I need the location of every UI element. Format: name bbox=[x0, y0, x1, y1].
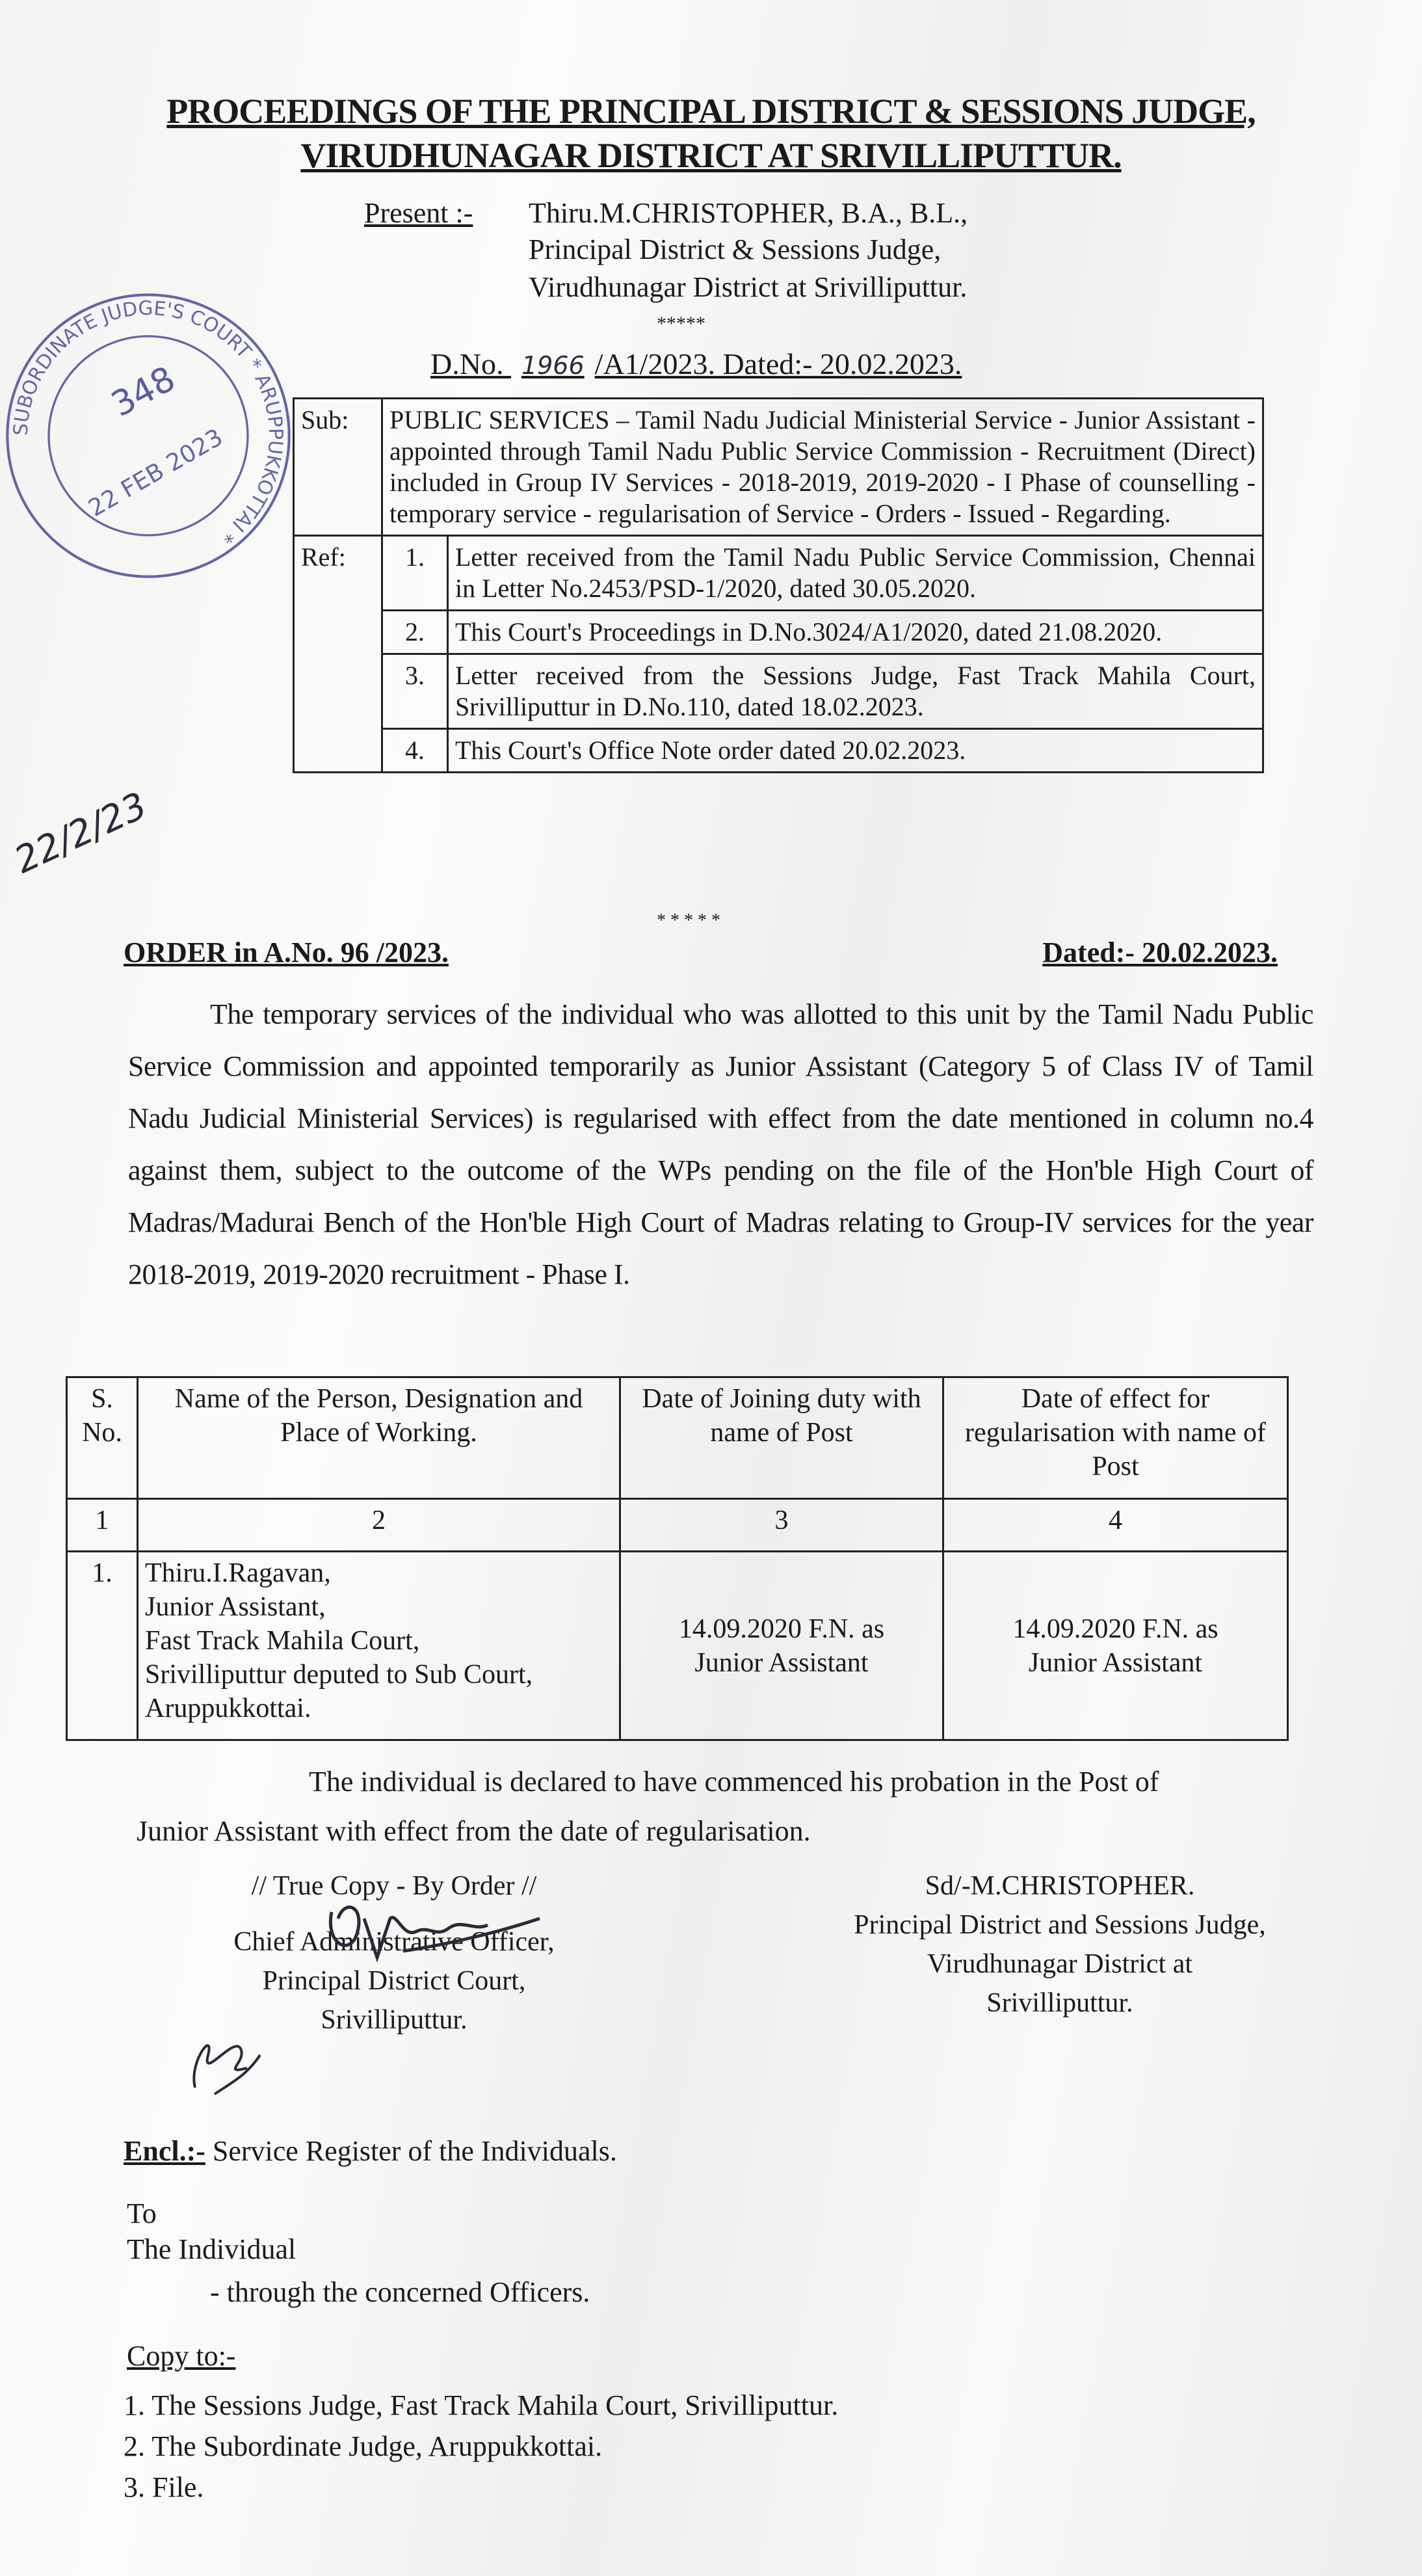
row-name-line: Srivilliputtur deputed to Sub Court, bbox=[145, 1660, 533, 1690]
reference-text: This Court's Office Note order dated 20.02.2023. bbox=[448, 729, 1263, 773]
enclosure-line bbox=[124, 2133, 617, 2170]
body-paragraph: The temporary services of the individual who was allotted to this unit by the Tamil Nadu Public Service Commission and appointed temporarily as Junior Assistant (Category 5 of Class IV of Tamil Nadu Judicial Ministerial Services) is regularised with effect from the date mentioned in column no.4 against them, subject to the outcome of the WPs pending on the file of the Hon'ble High Court of Madras/Madurai Bench of the Hon'ble High Court of Madras relating to Group-IV services for the year 2018-2019, 2019-2020 recruitment - Phase I. bbox=[128, 998, 1313, 1290]
copy-to-label: Copy to:- bbox=[127, 2340, 236, 2372]
present-line: Thiru.M.CHRISTOPHER, B.A., B.L., bbox=[529, 197, 968, 229]
regularisation-table bbox=[66, 1376, 1289, 1741]
probation-line2: Junior Assistant with effect from the date of regularisation. bbox=[137, 1815, 811, 1847]
enclosure-text: Service Register of the Individuals. bbox=[205, 2135, 617, 2167]
header-sno: S. No. bbox=[67, 1377, 138, 1499]
subject-label: Sub: bbox=[294, 399, 382, 536]
stamp-number: 348 bbox=[105, 358, 182, 425]
row-joining: Junior Assistant bbox=[694, 1647, 869, 1678]
row-regularisation: 14.09.2020 F.N. as bbox=[1012, 1613, 1218, 1644]
probation-line1: The individual is declared to have commenced his probation in the Post of bbox=[309, 1766, 1159, 1798]
row-sno: 1. bbox=[67, 1552, 138, 1740]
present-label: Present :- bbox=[364, 197, 473, 229]
document-title-line2: VIRUDHUNAGAR DISTRICT AT SRIVILLIPUTTUR. bbox=[300, 136, 1122, 175]
column-number: 1 bbox=[67, 1499, 138, 1552]
header-regularisation: Date of effect for regularisation with name of Post bbox=[943, 1377, 1288, 1499]
copy-to-item: 3. File. bbox=[124, 2471, 204, 2503]
row-name-line: Junior Assistant, bbox=[145, 1592, 326, 1622]
signature-right-line: Principal District and Sessions Judge, bbox=[854, 1910, 1266, 1940]
stars-divider: ***** bbox=[657, 313, 705, 334]
table-row bbox=[67, 1552, 1288, 1740]
dno-label: D.No. bbox=[430, 347, 504, 380]
row-joining: 14.09.2020 F.N. as bbox=[678, 1613, 885, 1644]
reference-num: 2. bbox=[382, 611, 448, 654]
stars-divider-2: * * * * * bbox=[657, 910, 720, 931]
reference-num: 1. bbox=[382, 536, 448, 611]
signature-left-line: Principal District Court, bbox=[262, 1966, 526, 1996]
signature-right bbox=[800, 1866, 1320, 2023]
stamp-text: SUBORDINATE JUDGE'S COURT * ARUPPUKKOTTAI * bbox=[9, 297, 287, 548]
reference-num: 4. bbox=[382, 729, 448, 773]
present-line: Virudhunagar District at Srivilliputtur. bbox=[529, 271, 968, 303]
column-number: 2 bbox=[138, 1499, 620, 1552]
row-name-line: Aruppukkottai. bbox=[145, 1693, 311, 1723]
subject-text: PUBLIC SERVICES – Tamil Nadu Judicial Ministerial Service - Junior Assistant - appointed through Tamil Nadu Public Service Commission - Recruitment (Direct) included in Group IV Services - 2018-2019, 2019-2020 - I Phase of counselling - temporary service - regularisation of Service - Orders - Issued - Regarding. bbox=[382, 399, 1263, 536]
dno-handwritten: 1966 bbox=[521, 351, 585, 380]
order-date: Dated:- 20.02.2023. bbox=[1042, 936, 1278, 968]
dno-line bbox=[430, 346, 962, 384]
handwritten-margin: 22/2/23 bbox=[8, 784, 153, 883]
stamp-date: 22 FEB 2023 bbox=[83, 423, 228, 522]
copy-to-item: 2. The Subordinate Judge, Aruppukkottai. bbox=[124, 2430, 603, 2462]
reference-text: Letter received from the Tamil Nadu Public Service Commission, Chennai in Letter No.2453/PSD-1/2020, dated 30.05.2020. bbox=[448, 536, 1263, 611]
row-name-line: Thiru.I.Ragavan, bbox=[145, 1558, 331, 1588]
handwritten-initials bbox=[176, 2010, 273, 2101]
signature-left-line: Srivilliputtur. bbox=[321, 2005, 467, 2035]
signature-right-line: Sd/-M.CHRISTOPHER. bbox=[925, 1871, 1195, 1901]
order-number: ORDER in A.No. 96 /2023. bbox=[124, 936, 449, 968]
row-name-line: Fast Track Mahila Court, bbox=[145, 1626, 420, 1656]
to-label: To bbox=[127, 2198, 157, 2229]
header-joining: Date of Joining duty with name of Post bbox=[620, 1377, 943, 1499]
court-stamp bbox=[5, 293, 291, 579]
copy-to-item: 1. The Sessions Judge, Fast Track Mahila Court, Srivilliputtur. bbox=[124, 2389, 839, 2421]
column-number: 3 bbox=[620, 1499, 943, 1552]
header-name: Name of the Person, Designation and Place of Working. bbox=[138, 1377, 620, 1499]
reference-text: This Court's Proceedings in D.No.3024/A1/2020, dated 21.08.2020. bbox=[448, 611, 1263, 654]
enclosure-label: Encl.:- bbox=[124, 2135, 205, 2167]
handwritten-signature bbox=[319, 1892, 553, 1964]
row-regularisation: Junior Assistant bbox=[1028, 1647, 1203, 1678]
document-title-line1: PROCEEDINGS OF THE PRINCIPAL DISTRICT & SESSIONS JUDGE, bbox=[166, 92, 1256, 131]
dno-rest: /A1/2023. Dated:- 20.02.2023. bbox=[594, 347, 962, 380]
signature-right-line: Virudhunagar District at bbox=[927, 1949, 1193, 1979]
to-line2: - through the concerned Officers. bbox=[210, 2276, 590, 2308]
reference-text: Letter received from the Sessions Judge, Fast Track Mahila Court, Srivilliputtur in D.No.110, dated 18.02.2023. bbox=[448, 654, 1263, 729]
reference-num: 3. bbox=[382, 654, 448, 729]
signature-right-line: Srivilliputtur. bbox=[986, 1988, 1133, 2018]
subject-reference-table bbox=[293, 397, 1264, 773]
signature-left-line: Chief Administrative Officer, bbox=[233, 1927, 555, 1957]
true-copy-line: // True Copy - By Order // bbox=[251, 1871, 537, 1901]
reference-label: Ref: bbox=[294, 536, 382, 773]
present-line: Principal District & Sessions Judge, bbox=[529, 233, 941, 265]
to-line1: The Individual bbox=[127, 2233, 296, 2265]
column-number: 4 bbox=[943, 1499, 1288, 1552]
